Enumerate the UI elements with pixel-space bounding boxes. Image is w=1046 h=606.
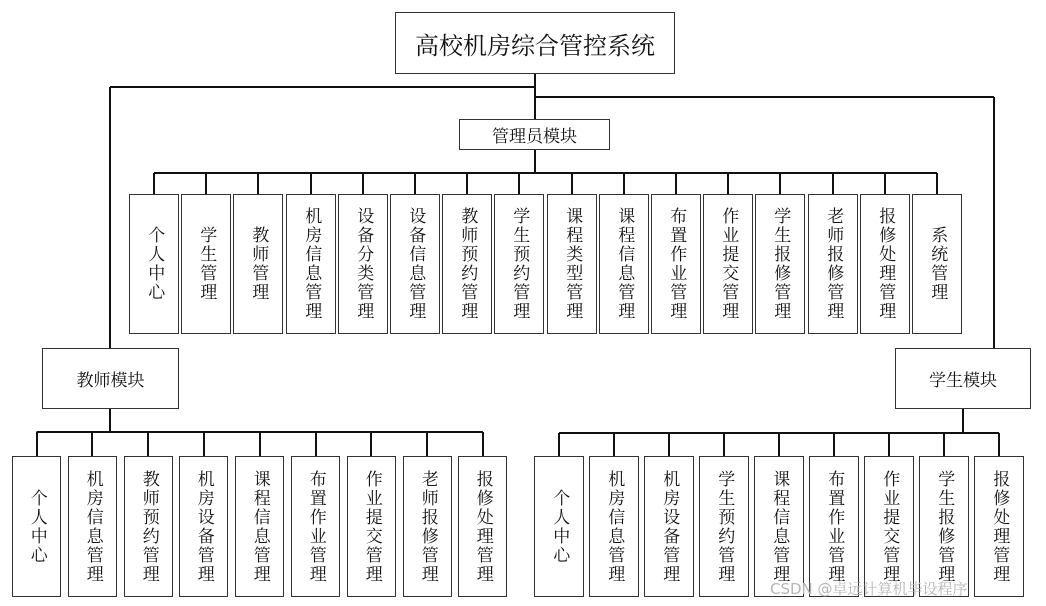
student-module-label: 学生模块 [929, 371, 997, 391]
admin-leaf-label: 学生管理 [196, 226, 217, 302]
student-leaf-5 [809, 456, 859, 597]
admin-leaf-8 [547, 194, 597, 334]
admin-leaf-0 [129, 194, 179, 334]
admin-leaf-label: 机房信息管理 [301, 207, 322, 321]
student-leaf-7 [919, 456, 969, 597]
admin-leaf-label: 课程类型管理 [562, 207, 583, 321]
root-title: 高校机房综合管控系统 [415, 31, 655, 60]
student-leaf-label: 布置作业管理 [824, 469, 845, 584]
student-leaf-label: 学生预约管理 [714, 469, 735, 584]
teacher-leaf-label: 布置作业管理 [305, 469, 326, 584]
admin-module-label: 管理员模块 [492, 127, 577, 147]
student-leaf-label: 学生报修管理 [934, 469, 955, 584]
student-leaf-label: 机房设备管理 [659, 469, 680, 584]
admin-leaf-15 [912, 194, 962, 334]
admin-leaf-label: 教师管理 [248, 226, 269, 302]
root-box [395, 12, 675, 74]
teacher-module-label: 教师模块 [76, 371, 145, 391]
teacher-leaf-label: 个人中心 [26, 488, 47, 565]
admin-leaf-label: 设备信息管理 [405, 207, 426, 321]
admin-leaf-label: 课程信息管理 [614, 207, 635, 321]
admin-leaf-13 [808, 194, 858, 334]
student-leaf-label: 机房信息管理 [604, 469, 625, 584]
teacher-leaf-label: 作业提交管理 [361, 469, 382, 584]
student-leaf-8 [974, 456, 1024, 597]
admin-leaf-label: 报修处理管理 [875, 207, 896, 321]
student-leaf-label: 作业提交管理 [879, 469, 900, 584]
admin-leaf-label: 个人中心 [144, 226, 165, 302]
admin-leaf-label: 学生报修管理 [770, 207, 791, 321]
student-leaf-6 [864, 456, 914, 597]
teacher-leaf-label: 教师预约管理 [138, 469, 159, 584]
admin-leaf-7 [494, 194, 544, 334]
admin-leaf-12 [755, 194, 805, 334]
admin-leaf-label: 作业提交管理 [718, 207, 739, 321]
teacher-leaf-6 [347, 456, 396, 597]
student-leaf-1 [589, 456, 639, 597]
admin-leaf-4 [338, 194, 388, 334]
admin-leaf-11 [703, 194, 753, 334]
teacher-leaf-1 [68, 456, 117, 597]
teacher-leaf-5 [291, 456, 340, 597]
teacher-leaf-0 [12, 456, 61, 597]
teacher-leaf-label: 课程信息管理 [249, 469, 270, 584]
admin-leaf-3 [286, 194, 336, 334]
teacher-module-box [42, 348, 179, 409]
admin-leaf-14 [860, 194, 910, 334]
admin-leaf-9 [599, 194, 649, 334]
teacher-leaf-label: 机房信息管理 [82, 469, 103, 584]
student-leaf-label: 个人中心 [549, 488, 570, 565]
admin-leaf-label: 布置作业管理 [666, 207, 687, 321]
teacher-leaf-2 [124, 456, 173, 597]
admin-leaf-label: 系统管理 [927, 226, 948, 302]
student-leaf-2 [644, 456, 694, 597]
admin-leaf-label: 设备分类管理 [353, 207, 374, 321]
admin-leaf-5 [390, 194, 440, 334]
student-module-box [895, 348, 1031, 409]
teacher-leaf-label: 老师报修管理 [417, 469, 438, 584]
student-leaf-4 [754, 456, 804, 597]
admin-leaf-label: 老师报修管理 [823, 207, 844, 321]
admin-leaf-1 [181, 194, 231, 334]
student-leaf-0 [534, 456, 584, 597]
teacher-leaf-3 [179, 456, 228, 597]
student-leaf-label: 报修处理管理 [989, 469, 1010, 584]
admin-module-box [459, 119, 610, 150]
admin-leaf-10 [651, 194, 701, 334]
teacher-leaf-8 [458, 456, 507, 597]
teacher-leaf-7 [403, 456, 452, 597]
admin-leaf-label: 教师预约管理 [457, 207, 478, 321]
admin-leaf-6 [442, 194, 492, 334]
teacher-leaf-label: 报修处理管理 [472, 469, 493, 584]
admin-leaf-2 [233, 194, 283, 334]
student-leaf-3 [699, 456, 749, 597]
admin-leaf-label: 学生预约管理 [509, 207, 530, 321]
student-leaf-label: 课程信息管理 [769, 469, 790, 584]
teacher-leaf-label: 机房设备管理 [193, 469, 214, 584]
teacher-leaf-4 [235, 456, 284, 597]
watermark: CSDN @卓远计算机毕设程序 [770, 580, 968, 598]
